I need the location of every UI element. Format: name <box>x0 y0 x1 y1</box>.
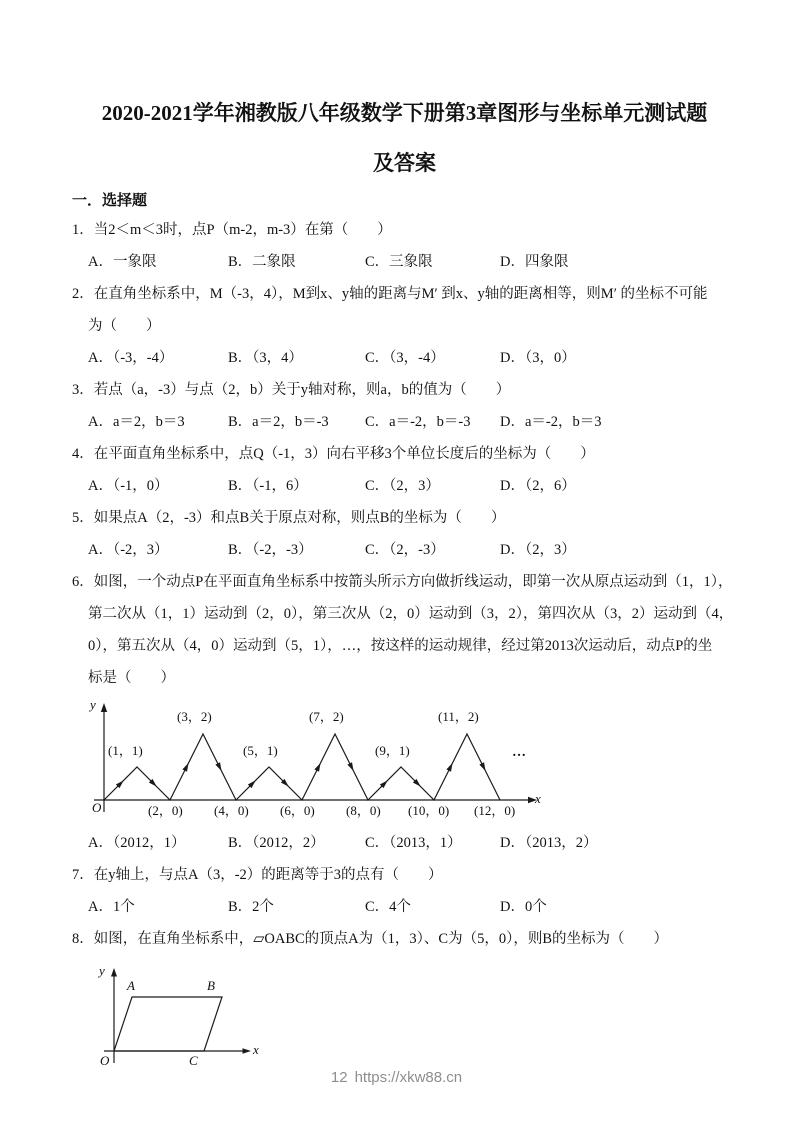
x-axis-arrow-icon <box>243 1048 252 1054</box>
fig1-axis-point-label-2: (4，0) <box>214 803 249 818</box>
question-1-option-d: D．四象限 <box>500 254 569 270</box>
question-1 <box>72 214 737 278</box>
question-2-options <box>88 342 737 374</box>
fig2-y-axis-label: y <box>99 963 105 978</box>
question-1-options <box>88 246 737 278</box>
question-2 <box>72 278 737 374</box>
question-1-option-c: C．三象限 <box>365 254 433 270</box>
section-heading-choice: 一．选择题 <box>72 193 148 209</box>
question-5 <box>72 502 737 566</box>
question-5-text: 5．如果点A（2，-3）和点B关于原点对称，则点B的坐标为（ ） <box>72 510 506 526</box>
parallelogram-figure <box>86 963 266 1073</box>
fig2-x-axis-label: x <box>253 1042 259 1057</box>
question-5-options <box>88 534 737 566</box>
question-3 <box>72 374 737 438</box>
parallelogram-oabc <box>114 997 222 1051</box>
question-6-options <box>88 827 737 859</box>
question-3-text: 3．若点（a，-3）与点（2，b）关于y轴对称，则a，b的值为（ ） <box>72 382 511 398</box>
y-axis-arrow-icon <box>111 968 117 977</box>
question-6-option-b: B．（2012，2） <box>228 835 325 851</box>
question-6-text-cont: 第二次从（1，1）运动到（2，0），第三次从（2，0）运动到（3，2），第四次从（3，2）运动到（4， <box>88 606 734 622</box>
question-4 <box>72 438 737 502</box>
question-4-option-a: A．（-1，0） <box>88 478 169 494</box>
question-6-option-a: A．（2012，1） <box>88 835 186 851</box>
fig2-vertex-b-label: B <box>207 978 215 993</box>
fig1-axis-point-label-1: (2，0) <box>148 803 183 818</box>
document-title <box>72 0 737 188</box>
question-7-options <box>88 891 737 923</box>
footer-url-link[interactable]: https://xkw88.cn <box>354 1069 463 1086</box>
question-3-option-a: A．a＝2，b＝3 <box>88 414 185 430</box>
question-7 <box>72 859 737 923</box>
direction-arrow-icons <box>116 762 488 789</box>
question-5-option-a: A．（-2，3） <box>88 542 169 558</box>
fig1-peak-label-6: (11，2) <box>438 709 479 724</box>
fig1-axis-point-label-6: (12，0) <box>474 803 516 818</box>
zigzag-path-figure <box>86 697 546 825</box>
question-7-text: 7．在y轴上，与点A（3，-2）的距离等于3的点有（ ） <box>72 867 443 883</box>
footer-page-number: 12 <box>330 1069 348 1086</box>
question-2-option-c: C．（3，-4） <box>365 350 445 366</box>
fig1-peak-label-1: (1，1) <box>108 743 143 758</box>
question-7-option-b: B．2个 <box>228 899 274 915</box>
fig1-peak-label-3: (5，1) <box>243 743 278 758</box>
fig1-axis-point-label-5: (10，0) <box>408 803 450 818</box>
question-5-option-c: C．（2，-3） <box>365 542 445 558</box>
question-1-option-a: A．一象限 <box>88 254 157 270</box>
question-6-text-cont: 标是（ ） <box>88 670 175 686</box>
fig1-axis-point-label-4: (8，0) <box>346 803 381 818</box>
question-6-text: 6．如图，一个动点P在平面直角坐标系中按箭头所示方向做折线运动，即第一次从原点运动到（1，1）， <box>72 574 733 590</box>
question-3-option-b: B．a＝2，b＝-3 <box>228 414 329 430</box>
fig2-origin-label: O <box>100 1053 110 1068</box>
question-1-option-b: B．二象限 <box>228 254 296 270</box>
question-8 <box>72 923 737 1073</box>
question-2-text: 2．在直角坐标系中，M（-3，4），M到x、y轴的距离与M′ 到x、y轴的距离相等，则M′ 的坐标不可能 <box>72 286 708 302</box>
footer <box>0 1069 793 1086</box>
question-4-option-c: C．（2，3） <box>365 478 440 494</box>
question-7-option-a: A．1个 <box>88 899 135 915</box>
question-5-option-d: D．（2，3） <box>500 542 576 558</box>
fig1-y-axis-label: y <box>90 697 96 712</box>
question-2-option-d: D．（3，0） <box>500 350 576 366</box>
question-7-option-c: C．4个 <box>365 899 411 915</box>
fig1-peak-label-5: (9，1) <box>375 743 410 758</box>
title-line-2: 及答案 <box>373 151 436 175</box>
title-line-1: 2020-2021学年湘教版八年级数学下册第3章图形与坐标单元测试题 <box>101 101 708 125</box>
question-4-text: 4．在平面直角坐标系中，点Q（-1，3）向右平移3个单位长度后的坐标为（ ） <box>72 446 595 462</box>
question-7-option-d: D．0个 <box>500 899 547 915</box>
fig2-vertex-a-label: A <box>127 978 135 993</box>
question-4-option-d: D．（2，6） <box>500 478 576 494</box>
question-1-text: 1．当2＜m＜3时，点P（m-2，m-3）在第（ ） <box>72 222 392 238</box>
question-3-option-c: C．a＝-2，b＝-3 <box>365 414 471 430</box>
question-6-option-d: D．（2013，2） <box>500 835 598 851</box>
fig2-vertex-c-label: C <box>189 1053 198 1068</box>
question-4-options <box>88 470 737 502</box>
motion-path <box>104 734 500 800</box>
question-2-option-b: B．（3，4） <box>228 350 303 366</box>
question-6 <box>72 566 737 859</box>
question-6-option-c: C．（2013，1） <box>365 835 462 851</box>
fig1-x-axis-label: x <box>535 791 541 806</box>
y-axis-arrow-icon <box>101 703 107 712</box>
question-5-option-b: B．（-2，-3） <box>228 542 313 558</box>
fig1-peak-label-2: (3，2) <box>177 709 212 724</box>
question-4-option-b: B．（-1，6） <box>228 478 308 494</box>
fig1-axis-point-label-3: (6，0) <box>280 803 315 818</box>
question-6-text-cont: 0），第五次从（4，0）运动到（5，1），…，按这样的运动规律，经过第2013次运动后，动点P的坐 <box>88 638 713 654</box>
question-8-text: 8．如图，在直角坐标系中，▱OABC的顶点A为（1，3）、C为（5，0），则B的坐标为（ ） <box>72 931 668 947</box>
fig1-origin-label: O <box>92 800 102 815</box>
parallelogram-figure-canvas <box>86 963 266 1073</box>
fig1-peak-label-4: (7，2) <box>309 709 344 724</box>
question-2-option-a: A．（-3，-4） <box>88 350 174 366</box>
fig1-ellipsis: … <box>512 745 526 760</box>
question-2-text-cont: 为（ ） <box>88 318 161 334</box>
question-3-options <box>88 406 737 438</box>
question-3-option-d: D．a＝-2，b＝3 <box>500 414 602 430</box>
